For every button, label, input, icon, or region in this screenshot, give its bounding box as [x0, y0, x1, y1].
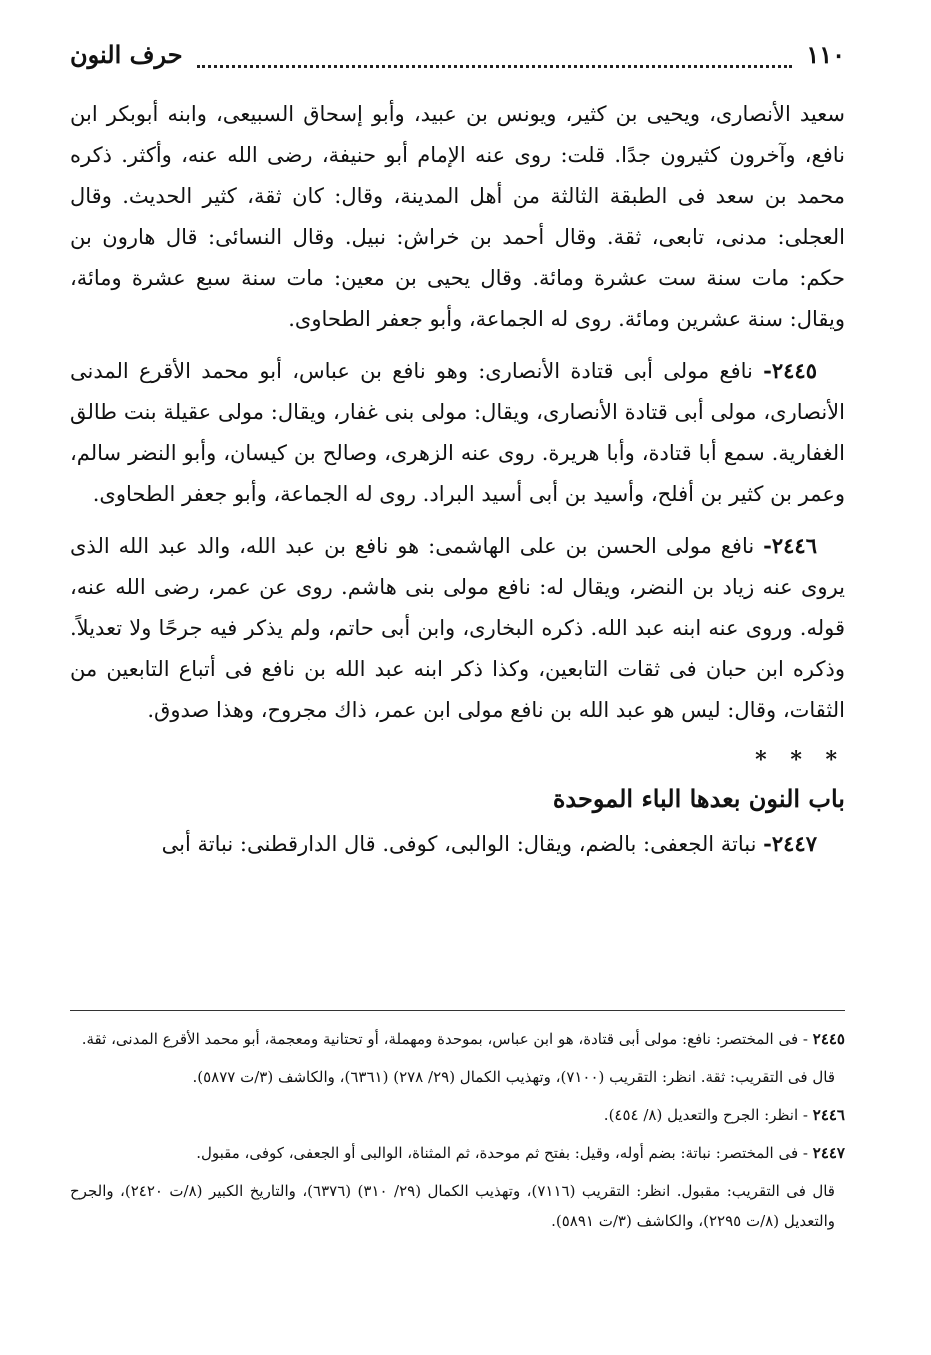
footnote-number: ٢٤٤٧: [812, 1144, 845, 1162]
footnote-2446: [70, 1100, 845, 1130]
footnote-text: - فى المختصر: نباتة: بضم أوله، وقيل: بفتح ثم موحدة، ثم المثناة، الوالبى أو الجعفى، كوفى، مقبول.: [196, 1144, 813, 1162]
entry-number: ٢٤٤٥-: [763, 358, 817, 383]
section-heading: باب النون بعدها الباء الموحدة: [552, 784, 845, 813]
footnote-text: - فى المختصر: نافع: مولى أبى قتادة، هو ابن عباس، بموحدة ومهملة، أو تحتانية ومعجمة، أبو محمد الأقرع المدنى، ثقة.: [81, 1030, 813, 1048]
footnote-text: قال فى التقريب: ثقة. انظر: التقريب (٧١٠٠)، وتهذيب الكمال (٢٩/ ٢٧٨) (٦٣٦١)، والكاشف (٣/ت ٥٨٧٧).: [192, 1068, 835, 1086]
footnote-2447-detail: [70, 1176, 845, 1236]
chapter-title: حرف النون: [70, 40, 183, 69]
footnote-text: - انظر: الجرح والتعديل (٨/ ٤٥٤).: [603, 1106, 813, 1124]
entry-number: ٢٤٤٧-: [763, 831, 817, 856]
entry-text: نافع مولى أبى قتادة الأنصارى: وهو نافع بن عباس، أبو محمد الأقرع المدنى الأنصارى، مولى أبى قتادة الأنصارى، ويقال: مولى بنى غفار، ويقال: مولى عقيلة بنت طالق الغفارية. سمع أبا قتادة، وأبا هريرة. روى عنه الزهرى، وصالح بن كيسان، وأبو النضر سالم، وعمر بن كثير بن أفلح، وأسيد بن أبى أسيد البراد. روى له الجماعة، وأبو جعفر الطحاوى.: [70, 359, 845, 506]
paragraph-text: سعيد الأنصارى، ويحيى بن كثير، ويونس بن عبيد، وأبو إسحاق السبيعى، وابنه أبوبكر ابن نافع، وآخرون كثيرون جدًا. قلت: روى عنه الإمام أبو حنيفة، رضى الله عنه، وأكثر. ذكره محمد بن سعد فى الطبقة الثالثة من أهل المدينة، وقال: كان ثقة، كثير الحديث. وقال العجلى: مدنى، تابعى، ثقة. وقال أحمد بن خراش: نبيل. وقال النسائى: قال هارون بن حكم: مات سنة ست عشرة ومائة. وقال يحيى بن معين: مات سنة سبع عشرة ومائة، ويقال: سنة عشرين ومائة. روى له الجماعة، وأبو جعفر الطحاوى.: [70, 102, 845, 331]
entry-number: ٢٤٤٦-: [763, 533, 817, 558]
page-header: [70, 40, 845, 80]
footnotes: [70, 1024, 845, 1244]
footnote-2445-detail: [70, 1062, 845, 1092]
footnote-text: قال فى التقريب: مقبول. انظر: التقريب (٧١١٦)، وتهذيب الكمال (٢٩/ ٣١٠) (٦٣٧٦)، والتاريخ الكبير (٨/ت ٢٤٢٠)، والجرح والتعديل (٨/ت ٢٢٩٥)، والكاشف (٣/ت ٥٨٩١).: [70, 1182, 835, 1230]
page-number: ١١٠: [806, 40, 845, 69]
footnote-2447: [70, 1138, 845, 1168]
section-divider-stars: * * *: [755, 747, 845, 773]
entry-text: نباتة الجعفى: بالضم، ويقال: الوالبى، كوفى. قال الدارقطنى: نباتة أبى: [161, 832, 764, 856]
footnote-number: ٢٤٤٥: [812, 1030, 845, 1048]
entry-2446: [70, 525, 845, 731]
book-page: [70, 40, 845, 1340]
footnote-divider: [70, 1010, 845, 1011]
footnote-number: ٢٤٤٦: [812, 1106, 845, 1124]
paragraph-continuation: [70, 94, 845, 340]
main-text: [70, 94, 845, 865]
entry-2447: [70, 823, 845, 865]
header-dotted-leader: [197, 53, 793, 68]
entry-text: نافع مولى الحسن بن على الهاشمى: هو نافع بن عبد الله، والد عبد الله الذى يروى عنه زياد بن النضر، ويقال له: نافع مولى بنى هاشم. روى عن عمر، رضى الله عنه، قوله. وروى عنه ابنه عبد الله. ذكره البخارى، وابن أبى حاتم، ولم يذكر فيه جرحًا ولا تعديلاً. وذكره ابن حبان فى ثقات التابعين، وكذا ذكر ابنه عبد الله بن نافع فى أتباع التابعين من الثقات، وقال: ليس هو عبد الله بن نافع مولى ابن عمر، ذاك مجروح، وهذا صدوق.: [70, 534, 845, 722]
footnote-2445: [70, 1024, 845, 1054]
entry-2445: [70, 350, 845, 515]
